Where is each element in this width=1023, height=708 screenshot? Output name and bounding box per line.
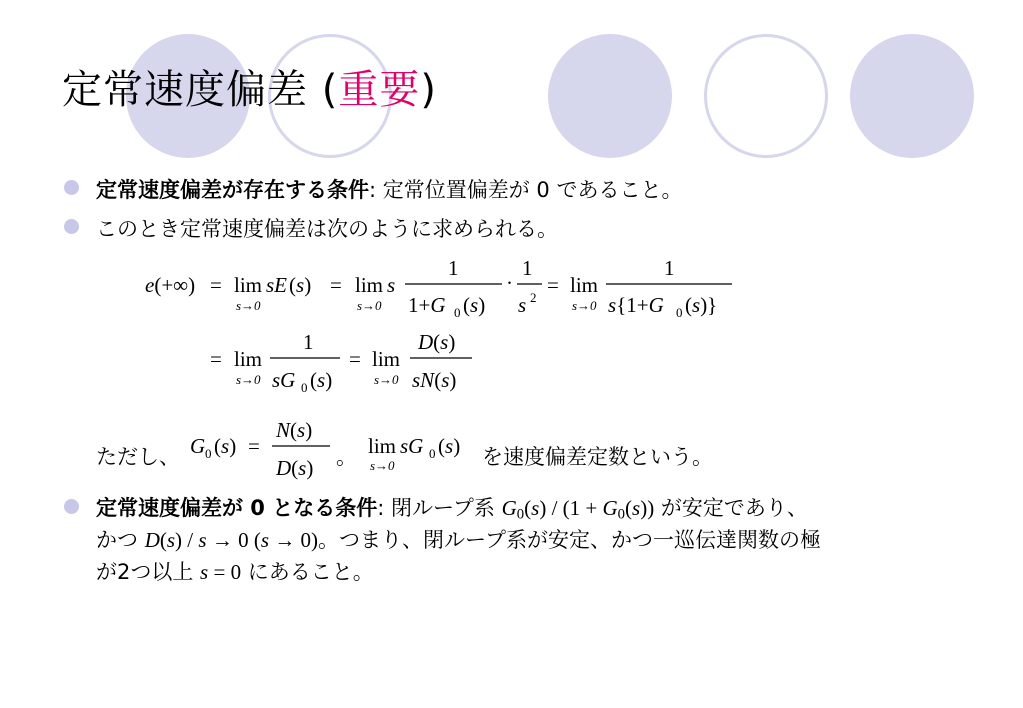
svg-text:sG: sG — [400, 434, 424, 458]
note-prefix: ただし、 — [96, 445, 180, 469]
svg-text:1: 1 — [448, 256, 459, 280]
svg-text:0: 0 — [301, 380, 308, 395]
svg-text:s→0: s→0 — [357, 298, 382, 313]
svg-text:s→0: s→0 — [374, 372, 399, 387]
svg-text:s→0: s→0 — [370, 458, 395, 473]
title-open-paren: ( — [308, 67, 339, 113]
svg-text:N(s): N(s) — [276, 418, 313, 442]
svg-text:s→0: s→0 — [236, 298, 261, 313]
svg-text:s→0: s→0 — [572, 298, 597, 313]
svg-text:=: = — [349, 347, 361, 371]
svg-text:lim: lim — [570, 273, 599, 297]
svg-text:2: 2 — [530, 290, 537, 305]
svg-text:lim: lim — [234, 347, 263, 371]
svg-text:(s): (s) — [438, 434, 461, 458]
svg-text:(s)}: (s)} — [685, 293, 718, 317]
bullet-3-line-3 — [96, 556, 374, 586]
svg-text:lim: lim — [372, 347, 401, 371]
bullet-3-line2-a: かつ — [96, 528, 145, 552]
svg-text:=: = — [547, 273, 559, 297]
svg-text:s: s — [518, 293, 527, 317]
svg-text:(s): (s) — [214, 434, 237, 458]
bullet-3-line1-a: : 閉ループ系 — [377, 496, 502, 520]
note-mid: 。 — [336, 445, 357, 469]
svg-text:s{1+G: s{1+G — [608, 293, 664, 317]
svg-text:=: = — [210, 273, 222, 297]
eq-e-inf: e(+∞) — [145, 273, 196, 297]
bullet-2: このとき定常速度偏差は次のように求められる。 — [96, 217, 558, 241]
limit-condition: D(s) / s → 0 (s → 0) — [144, 528, 318, 552]
svg-text:=: = — [330, 273, 342, 297]
svg-text:0: 0 — [205, 446, 212, 461]
note-suffix: を速度偏差定数という。 — [482, 445, 713, 469]
svg-text:1: 1 — [664, 256, 675, 280]
svg-text:lim: lim — [368, 434, 397, 458]
svg-text:lim: lim — [355, 273, 384, 297]
svg-text:=: = — [248, 434, 260, 458]
svg-text:0: 0 — [676, 305, 683, 320]
title-main: 定常速度偏差 — [62, 67, 308, 113]
svg-text:s→0: s→0 — [236, 372, 261, 387]
closed-loop-tf: $G_0(s) / (1 + G_0(s))$ — [501, 496, 655, 523]
bullet-3-line2-b: 。つまり、閉ループ系が安定、かつ一巡伝達関数の極 — [318, 528, 821, 552]
svg-text:0: 0 — [454, 305, 461, 320]
bullet-3-line-1 — [96, 492, 808, 524]
svg-text:(s): (s) — [310, 368, 333, 392]
bullet-1-rest: : 定常位置偏差が 0 であること。 — [369, 178, 683, 202]
svg-text:1+G: 1+G — [408, 293, 446, 317]
svg-text:0: 0 — [429, 446, 436, 461]
svg-text:(s): (s) — [289, 273, 312, 297]
svg-text:D(s): D(s) — [276, 456, 314, 480]
bullet-1-bold: 定常速度偏差が存在する条件 — [96, 178, 369, 202]
svg-text:D(s): D(s) — [418, 330, 456, 354]
bullet-3-line1-b: が安定であり、 — [654, 496, 808, 520]
title-close-paren: ) — [420, 67, 437, 113]
pole-condition: s = 0 — [200, 560, 242, 584]
bullet-3-bold: 定常速度偏差が 0 となる条件 — [96, 496, 378, 520]
svg-text:=: = — [210, 347, 222, 371]
svg-text:G: G — [190, 434, 206, 458]
svg-text:1: 1 — [522, 256, 533, 280]
svg-text:sE: sE — [266, 273, 287, 297]
svg-text:sN(s): sN(s) — [412, 368, 457, 392]
svg-text:s: s — [387, 273, 396, 297]
svg-text:1: 1 — [303, 330, 314, 354]
bullet-dot-3 — [64, 499, 79, 514]
bullet-3-line-2 — [96, 524, 821, 554]
title-accent: 重要 — [338, 67, 421, 113]
eq-lim-1: lim — [234, 273, 263, 297]
bullet-3-line3-a: が2つ以上 — [96, 560, 201, 584]
svg-text:·: · — [506, 271, 513, 295]
svg-text:(s): (s) — [463, 293, 486, 317]
svg-text:sG: sG — [272, 368, 296, 392]
bullet-3-line3-b: にあること。 — [241, 560, 374, 584]
